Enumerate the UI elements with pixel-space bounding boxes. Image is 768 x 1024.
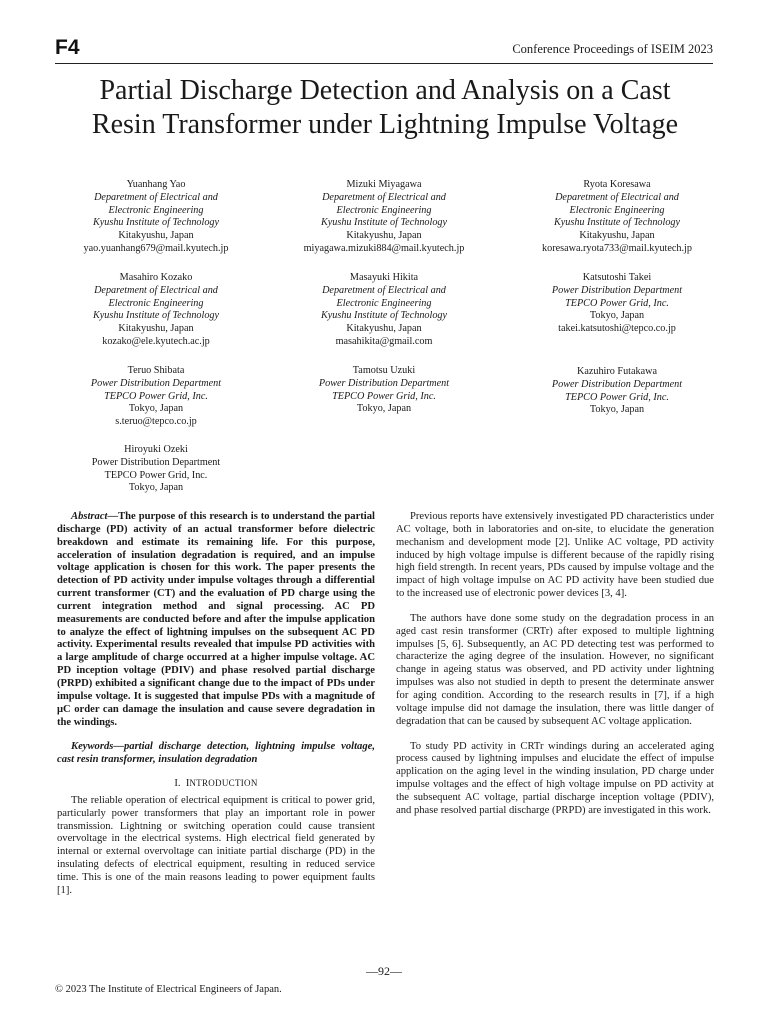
author-org: Kyushu Institute of Technology — [320, 217, 448, 229]
author-location: Kitakyushu, Japan — [579, 230, 655, 242]
section-initial: I — [185, 778, 190, 790]
paragraph-previous-reports: Previous reports have extensively investigated PD characteristics under AC voltage, both in laboratories and on-site, to elucidate the generation mechanism and development mode [2]. Unlike AC voltage, PD activity induced by high voltage impulse is different because of the rapidly rising high field strength. In recent years, PDs caused by impulse voltage and the impact of high voltage impulse on AC PD activity have been studied due to the increased use of electronic power devices [3, 4]. — [396, 511, 714, 600]
author-name: Mizuki Miyagawa — [346, 179, 422, 190]
author-location: Tokyo, Japan — [589, 404, 645, 416]
author-location: Tokyo, Japan — [356, 403, 412, 415]
author-location: Kitakyushu, Japan — [346, 323, 422, 335]
paragraph-objective: To study PD activity in CRTr windings during an accelerated aging process caused by lightning impulses and elucidate the effect of impulse application on the aging level in the winding insulation, PD charge under impulse voltages and the effect of high voltage impulse on PD activity at the subsequent AC voltage, partial discharge inception voltage (PDIV), and phase resolved partial discharge (PRPD) are investigated in this work. — [396, 740, 714, 816]
abstract — [57, 511, 375, 729]
author-name: Teruo Shibata — [127, 365, 185, 376]
author-dept: Deparetment of Electrical and — [555, 191, 679, 203]
author-org: TEPCO Power Grid, Inc. — [565, 297, 669, 309]
author-email: kozako@ele.kyutech.ac.jp — [102, 335, 210, 347]
author-block-takei — [497, 272, 737, 336]
author-block-hikita — [264, 272, 504, 349]
author-dept: Deparetment of Electrical and — [94, 284, 218, 296]
author-org: TEPCO Power Grid, Inc. — [565, 391, 669, 403]
copyright: © 2023 The Institute of Electrical Engineers of Japan. — [55, 984, 282, 995]
author-location: Kitakyushu, Japan — [118, 323, 194, 335]
left-column — [57, 511, 375, 898]
author-location: Kitakyushu, Japan — [346, 230, 422, 242]
author-email: takei.katsutoshi@tepco.co.jp — [558, 323, 676, 335]
author-dept: Power Distribution Department — [551, 284, 683, 296]
author-name: Tamotsu Uzuki — [352, 365, 416, 376]
author-dept: Power Distribution Department — [90, 377, 222, 389]
author-dept: Power Distribution Department — [318, 377, 450, 389]
author-location: Kitakyushu, Japan — [118, 230, 194, 242]
author-block-miyagawa — [264, 179, 504, 256]
author-org: TEPCO Power Grid, Inc. — [104, 469, 208, 481]
author-name: Ryota Koresawa — [583, 179, 651, 190]
author-location: Tokyo, Japan — [128, 482, 184, 494]
author-name: Kazuhiro Futakawa — [576, 366, 658, 377]
paragraph-authors-study: The authors have done some study on the degradation process in an aged cast resin transformer (CRTr) after exposed to multiple lightning impulses [5, 6]. Subsequently, an AC PD detecting test was performed to characterize the aging degree of the insulation. However, no significant change in ageing status was observed, and PD activity under lightning impulses was also not studied in depth to present the determinate answer for aging condition. According to the research results in [7], if a high voltage impulse did not damage the insulation, there was little danger of degradation that can be caused by subsequent AC voltage application. — [396, 612, 714, 727]
author-name: Yuanhang Yao — [126, 179, 186, 190]
author-dept: Electronic Engineering — [108, 297, 204, 309]
author-email: yao.yuanhang679@mail.kyutech.jp — [83, 242, 229, 254]
author-dept: Deparetment of Electrical and — [94, 191, 218, 203]
author-name: Hiroyuki Ozeki — [124, 444, 188, 455]
author-dept: Deparetment of Electrical and — [322, 284, 446, 296]
paper-title — [40, 74, 730, 142]
author-block-yao — [36, 179, 276, 256]
author-dept: Electronic Engineering — [569, 204, 665, 216]
intro-paragraph: The reliable operation of electrical equipment is critical to power grid, particularly power transformers that play an important role in power transmission. Lightning or switching operation could cause transient overvoltage in the electrical systems. High electrical field generated by internal or external overvoltage can initiate partial discharge (PD) in the insulating defects of electrical equipment, resulting in reduced service time. This is one of the main reasons leading to power equipment faults [1]. — [57, 794, 375, 896]
page-header — [55, 36, 713, 66]
title-line-1: Partial Discharge Detection and Analysis on a Cast — [99, 75, 671, 106]
author-org: TEPCO Power Grid, Inc. — [332, 390, 436, 402]
author-org: Kyushu Institute of Technology — [92, 217, 220, 229]
author-org: Kyushu Institute of Technology — [553, 217, 681, 229]
proceedings-title: Conference Proceedings of ISEIM 2023 — [512, 42, 713, 56]
author-location: Tokyo, Japan — [589, 310, 645, 322]
author-dept: Electronic Engineering — [336, 297, 432, 309]
author-dept: Deparetment of Electrical and — [322, 191, 446, 203]
author-block-ozeki — [36, 444, 276, 495]
author-dept: Electronic Engineering — [336, 204, 432, 216]
author-block-shibata — [36, 365, 276, 429]
author-block-uzuki — [264, 365, 504, 416]
author-name: Masahiro Kozako — [119, 272, 193, 283]
title-line-2: Resin Transformer under Lightning Impulse Voltage — [91, 109, 679, 140]
author-block-koresawa — [497, 179, 737, 256]
author-block-kozako — [36, 272, 276, 349]
author-org: Kyushu Institute of Technology — [92, 310, 220, 322]
header-rule — [55, 63, 713, 64]
page-number: —92— — [366, 964, 402, 978]
author-email: miyagawa.mizuki884@mail.kyutech.jp — [303, 242, 465, 254]
abstract-text: —The purpose of this research is to understand the partial discharge (PD) activity of an actual transformer before dielectric breakdown and estimate its remaining life. For this purpose, acceleration of insulation degradation is required, and an impulse voltage application is chosen for this work. The paper presents the detection of PD activity under impulse voltages through a differential current transformer (CT) and the evaluation of PD charge using the current integration method and signal processing. AC PD measurements are conducted before and after the impulse application to analyze the effect of lightning impulses on the subsequent AC PD activity. Experimental results revealed that impulse PD activities with a large amplitude of charge occurred at a higher impulse voltage. AC PD inception voltage (PDIV) and phase resolved partial discharge (PRPD) exhibited a significant change due to the impact of PDs under impulse voltage. It is suggested that impulse PDs with a magnitude of μC order can damage the insulation and cause severe degradation in the windings. — [57, 511, 375, 728]
section-number: I. — [174, 778, 181, 790]
author-dept: Power Distribution Department — [91, 456, 221, 468]
abstract-lead: Abstract — [71, 511, 108, 522]
author-email: masahikita@gmail.com — [335, 335, 433, 347]
author-name: Katsutoshi Takei — [582, 272, 652, 283]
section-title-rest: NTRODUCTION — [189, 778, 258, 789]
author-dept: Power Distribution Department — [551, 378, 683, 390]
author-email: koresawa.ryota733@mail.kyutech.jp — [542, 242, 692, 254]
author-org: Kyushu Institute of Technology — [320, 310, 448, 322]
keywords: Keywords—partial discharge detection, lightning impulse voltage, cast resin transformer, insulation degradation — [57, 741, 375, 766]
paper-tag: F4 — [55, 36, 80, 59]
author-email: s.teruo@tepco.co.jp — [115, 416, 197, 428]
section-heading — [57, 777, 375, 791]
author-org: TEPCO Power Grid, Inc. — [104, 390, 208, 402]
author-name: Masayuki Hikita — [349, 272, 419, 283]
right-column — [396, 511, 714, 818]
author-block-futakawa — [497, 366, 737, 417]
author-location: Tokyo, Japan — [128, 403, 184, 415]
author-dept: Electronic Engineering — [108, 204, 204, 216]
